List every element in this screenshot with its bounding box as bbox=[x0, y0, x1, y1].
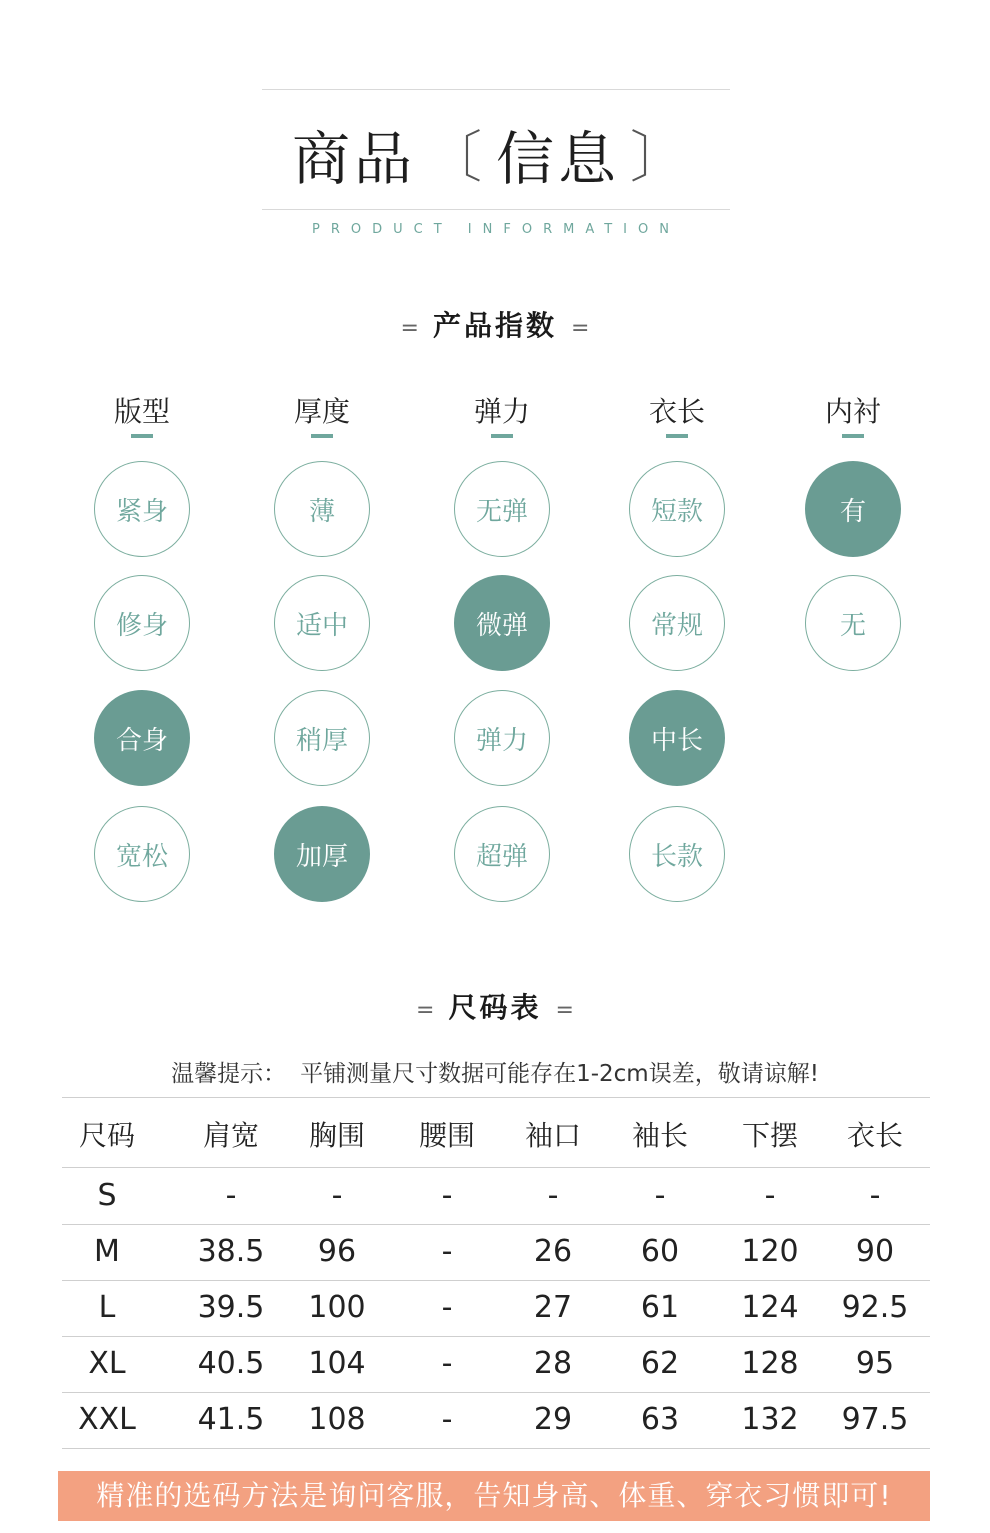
table-header-row bbox=[62, 1108, 930, 1164]
table-header-cell: 胸围 bbox=[308, 1119, 365, 1152]
size-title-text: 尺码表 bbox=[448, 991, 542, 1024]
table-row bbox=[62, 1336, 930, 1392]
eq-right: = bbox=[555, 998, 574, 1023]
page-subtitle: PRODUCT INFORMATION bbox=[312, 222, 680, 237]
eq-left: = bbox=[416, 998, 435, 1023]
index-option: 短款 bbox=[629, 461, 725, 557]
table-cell: XL bbox=[88, 1346, 126, 1381]
measurement-tip bbox=[60, 1055, 930, 1088]
table-cell: - bbox=[441, 1290, 453, 1325]
table-header-cell: 衣长 bbox=[846, 1119, 903, 1152]
table-cell: 27 bbox=[533, 1290, 573, 1325]
table-cell: 108 bbox=[308, 1402, 366, 1437]
table-row bbox=[62, 1224, 930, 1280]
index-option-selected: 中长 bbox=[629, 690, 725, 786]
table-divider bbox=[62, 1097, 930, 1098]
table-cell: 104 bbox=[308, 1346, 366, 1381]
table-cell: - bbox=[869, 1178, 881, 1213]
index-column-header: 厚度 bbox=[293, 395, 350, 428]
header-top-divider bbox=[262, 89, 730, 90]
index-option: 长款 bbox=[629, 806, 725, 902]
bracket-close: 〕 bbox=[630, 126, 691, 191]
column-underline bbox=[842, 434, 864, 438]
table-cell: 95 bbox=[855, 1346, 895, 1381]
title-right: 信息 bbox=[496, 125, 621, 193]
table-row bbox=[62, 1168, 930, 1224]
table-cell: 41.5 bbox=[197, 1402, 265, 1437]
table-cell: 124 bbox=[741, 1290, 799, 1325]
column-underline bbox=[666, 434, 688, 438]
index-section-title bbox=[0, 304, 990, 344]
index-option: 修身 bbox=[94, 575, 190, 671]
table-header-cell: 袖口 bbox=[524, 1119, 581, 1152]
column-underline bbox=[491, 434, 513, 438]
index-option-selected: 有 bbox=[805, 461, 901, 557]
table-header-cell: 尺码 bbox=[78, 1119, 135, 1152]
index-column-header: 版型 bbox=[113, 395, 170, 428]
table-cell: - bbox=[441, 1234, 453, 1269]
index-option: 紧身 bbox=[94, 461, 190, 557]
table-cell: 60 bbox=[640, 1234, 680, 1269]
index-option: 宽松 bbox=[94, 806, 190, 902]
table-cell: - bbox=[441, 1346, 453, 1381]
index-option: 无弹 bbox=[454, 461, 550, 557]
column-underline bbox=[131, 434, 153, 438]
table-cell: - bbox=[441, 1178, 453, 1213]
table-cell: 120 bbox=[741, 1234, 799, 1269]
table-cell: 63 bbox=[640, 1402, 680, 1437]
table-header-cell: 腰围 bbox=[418, 1119, 475, 1152]
bracket-open: 〔 bbox=[426, 126, 486, 191]
table-header-cell: 袖长 bbox=[631, 1119, 688, 1152]
table-cell: XXL bbox=[78, 1402, 136, 1437]
table-cell: - bbox=[225, 1178, 237, 1213]
table-divider bbox=[62, 1448, 930, 1449]
table-cell: 62 bbox=[640, 1346, 680, 1381]
table-cell: L bbox=[98, 1290, 116, 1325]
table-cell: 97.5 bbox=[841, 1402, 909, 1437]
index-option-selected: 微弹 bbox=[454, 575, 550, 671]
table-cell: S bbox=[97, 1178, 117, 1213]
table-cell: - bbox=[547, 1178, 559, 1213]
table-cell: - bbox=[441, 1402, 453, 1437]
index-option-selected: 合身 bbox=[94, 690, 190, 786]
table-cell: 100 bbox=[308, 1290, 366, 1325]
index-column-header: 衣长 bbox=[648, 395, 705, 428]
table-cell: 61 bbox=[640, 1290, 680, 1325]
index-option: 弹力 bbox=[454, 690, 550, 786]
index-option: 超弹 bbox=[454, 806, 550, 902]
table-cell: 39.5 bbox=[197, 1290, 265, 1325]
table-header-cell: 肩宽 bbox=[202, 1119, 259, 1152]
table-cell: 128 bbox=[741, 1346, 799, 1381]
table-cell: 90 bbox=[855, 1234, 895, 1269]
tip-label: 温馨提示： bbox=[171, 1061, 287, 1087]
table-cell: - bbox=[764, 1178, 776, 1213]
table-cell: 28 bbox=[533, 1346, 573, 1381]
table-cell: 26 bbox=[533, 1234, 573, 1269]
table-cell: M bbox=[94, 1234, 120, 1269]
index-option: 无 bbox=[805, 575, 901, 671]
page-title bbox=[262, 112, 730, 196]
eq-left: = bbox=[400, 316, 419, 341]
index-option: 适中 bbox=[274, 575, 370, 671]
tip-text: 平铺测量尺寸数据可能存在1-2cm误差，敬请谅解! bbox=[300, 1061, 819, 1087]
index-column-header: 弹力 bbox=[473, 395, 530, 428]
table-header-cell: 下摆 bbox=[741, 1119, 798, 1152]
table-cell: - bbox=[331, 1178, 343, 1213]
table-row bbox=[62, 1392, 930, 1448]
index-option-selected: 加厚 bbox=[274, 806, 370, 902]
title-left: 商品 bbox=[291, 125, 416, 193]
table-cell: 132 bbox=[741, 1402, 799, 1437]
table-cell: 40.5 bbox=[197, 1346, 265, 1381]
index-option: 常规 bbox=[629, 575, 725, 671]
table-cell: 96 bbox=[317, 1234, 357, 1269]
column-underline bbox=[311, 434, 333, 438]
table-cell: - bbox=[654, 1178, 666, 1213]
table-cell: 38.5 bbox=[197, 1234, 265, 1269]
table-cell: 92.5 bbox=[841, 1290, 909, 1325]
index-title-text: 产品指数 bbox=[432, 309, 557, 342]
eq-right: = bbox=[571, 316, 590, 341]
header-bottom-divider bbox=[262, 209, 730, 210]
index-option: 稍厚 bbox=[274, 690, 370, 786]
sizing-advice-banner: 精准的选码方法是询问客服，告知身高、体重、穿衣习惯即可! bbox=[58, 1471, 930, 1521]
table-row bbox=[62, 1280, 930, 1336]
size-section-title bbox=[0, 986, 990, 1026]
index-column-header: 内衬 bbox=[824, 395, 881, 428]
table-cell: 29 bbox=[533, 1402, 573, 1437]
index-option: 薄 bbox=[274, 461, 370, 557]
